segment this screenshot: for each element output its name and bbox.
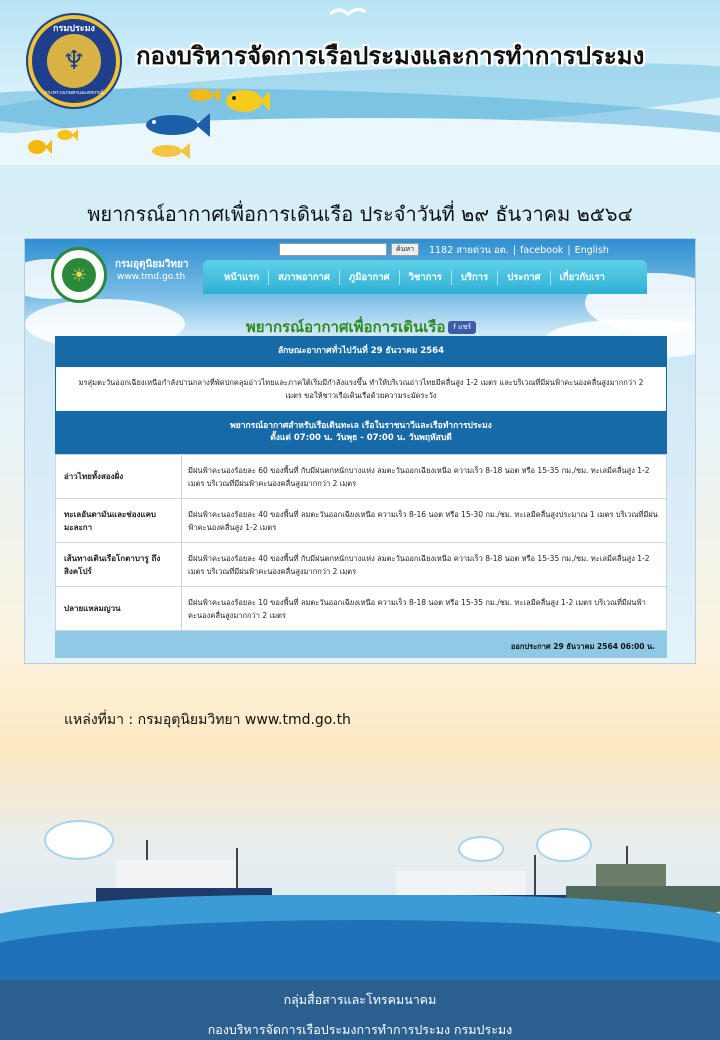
yellow-fish-icon bbox=[26, 138, 52, 156]
nav-services[interactable]: บริการ bbox=[452, 270, 498, 285]
emblem-icon: ♆ bbox=[47, 34, 101, 88]
facebook-link[interactable]: facebook bbox=[520, 245, 564, 256]
nav-about[interactable]: เกี่ยวกับเรา bbox=[559, 271, 605, 283]
tmd-search-bar bbox=[279, 243, 419, 256]
tmd-name: กรมอุตุนิยมวิทยา bbox=[115, 259, 189, 270]
footer-line: กองบริหารจัดการเรือประมงการทำการประมง กรมประมง bbox=[207, 1022, 513, 1037]
nav-weather[interactable]: สภาพอากาศ bbox=[269, 270, 340, 285]
tmd-emblem-icon: ☀ bbox=[62, 258, 96, 292]
period-header-line: พยากรณ์อากาศสำหรับเรือเดินทะเล เรือในราชนาวีและเรือทำการประมง bbox=[230, 421, 492, 431]
general-weather-text: มรสุมตะวันออกเฉียงเหนือกำลังปานกลางที่พัดปกคลุมอ่าวไทยและภาคใต้เริ่มมีกำลังแรงขึ้น ทำให้บริเวณอ่าวไทยมีคลื่นสูง 1-2 เมตร และบริเวณที่มีฝนฟ้าคะนองคลื่นสูงมากกว่า 2 เมตร ขอให้ชาวเรือเดินเรือด้วยความระมัดระวัง bbox=[55, 367, 667, 411]
logo-ring-text: กระทรวงเกษตรและสหกรณ์ bbox=[44, 90, 104, 96]
period-header-line: ตั้งแต่ 07:00 น. วันพุธ - 07:00 น. วันพฤหัสบดี bbox=[270, 433, 452, 443]
yellow-fish-icon bbox=[56, 128, 78, 142]
footer-credit bbox=[0, 980, 720, 1040]
area-forecast: มีฝนฟ้าคะนองร้อยละ 40 ของพื้นที่ ลมตะวันออกเฉียงเหนือ ความเร็ว 8-16 นอต หรือ 15-30 กม./ชม. ทะเลมีคลื่นสูงประมาณ 1 เมตร บริเวณที่มีฝนฟ้าคะนองคลื่นสูง 1-2 เมตร bbox=[182, 499, 667, 543]
logo-ring-text: กรมประมง bbox=[53, 24, 95, 34]
table-row bbox=[56, 543, 667, 587]
striped-fish-icon bbox=[150, 142, 190, 160]
area-name: เส้นทางเดินเรือโกตาบารู ถึงสิงคโปร์ bbox=[56, 543, 182, 587]
nav-announcements[interactable]: ประกาศ bbox=[498, 270, 550, 285]
share-button[interactable]: f แชร์ bbox=[448, 321, 476, 334]
english-link[interactable]: English bbox=[574, 245, 609, 256]
hotline-link[interactable]: 1182 สายด่วน อต. bbox=[429, 245, 509, 256]
header-wave bbox=[0, 118, 720, 165]
area-name: อ่าวไทยทั้งสองฝั่ง bbox=[56, 455, 182, 499]
table-row bbox=[56, 587, 667, 631]
area-name: ปลายแหลมญวน bbox=[56, 587, 182, 631]
forecast-title-text: พยากรณ์อากาศเพื่อการเดินเรือ bbox=[245, 318, 446, 336]
forecast-table bbox=[55, 454, 667, 631]
source-credit: แหล่งที่มา : กรมอุตุนิยมวิทยา www.tmd.go.th bbox=[64, 712, 351, 728]
tmd-url[interactable]: www.tmd.go.th bbox=[117, 272, 186, 282]
tmd-search-button[interactable]: ค้นหา bbox=[391, 243, 419, 256]
blue-fish-icon bbox=[140, 110, 210, 140]
yellow-fish-icon bbox=[186, 86, 220, 104]
tmd-search-input[interactable] bbox=[279, 243, 387, 256]
header-banner bbox=[0, 0, 720, 165]
area-forecast: มีฝนฟ้าคะนองร้อยละ 60 ของพื้นที่ กับมีฝนตกหนักบางแห่ง ลมตะวันออกเฉียงเหนือ ความเร็ว 8-18 นอต หรือ 15-35 กม./ชม. ทะเลมีคลื่นสูง 1-2 เมตร บริเวณที่มีฝนฟ้าคะนองคลื่นสูงมากกว่า 2 เมตร bbox=[182, 455, 667, 499]
table-row bbox=[56, 455, 667, 499]
period-header bbox=[55, 411, 667, 454]
nav-home[interactable]: หน้าแรก bbox=[215, 270, 269, 285]
table-row bbox=[56, 499, 667, 543]
nav-academic[interactable]: วิชาการ bbox=[400, 270, 452, 285]
page-title: พยากรณ์อากาศเพื่อการเดินเรือ ประจำวันที่ ๒๙ ธันวาคม ๒๕๖๔ bbox=[87, 202, 633, 226]
footer-line: กลุ่มสื่อสารและโทรคมนาคม bbox=[283, 992, 437, 1007]
yellow-fish-icon bbox=[222, 86, 270, 116]
nav-climate[interactable]: ภูมิอากาศ bbox=[340, 270, 400, 285]
seagull-icon bbox=[330, 6, 366, 18]
tmd-nav-bar bbox=[203, 260, 647, 294]
issued-time: ออกประกาศ 29 ธันวาคม 2564 06:00 น. bbox=[55, 631, 667, 658]
area-forecast: มีฝนฟ้าคะนองร้อยละ 10 ของพื้นที่ ลมตะวันออกเฉียงเหนือ ความเร็ว 8-18 นอต หรือ 15-35 กม./ชม. ทะเลมีคลื่นสูง 1-2 เมตร บริเวณที่มีฝนฟ้าคะนองคลื่นสูงมากกว่า 2 เมตร bbox=[182, 587, 667, 631]
tmd-forecast-screenshot bbox=[24, 238, 696, 664]
tmd-logo[interactable] bbox=[51, 247, 107, 303]
org-title: กองบริหารจัดการเรือประมงและการทำการประมง bbox=[136, 42, 645, 70]
forecast-panel bbox=[55, 336, 667, 658]
area-forecast: มีฝนฟ้าคะนองร้อยละ 40 ของพื้นที่ กับมีฝนตกหนักบางแห่ง ลมตะวันออกเฉียงเหนือ ความเร็ว 8-18 นอต หรือ 15-35 กม./ชม. ทะเลมีคลื่นสูง 1-2 เมตร บริเวณที่มีฝนฟ้าคะนองคลื่นสูงมากกว่า 2 เมตร bbox=[182, 543, 667, 587]
tmd-top-links: 1182 สายด่วน อต. | facebook | English bbox=[429, 245, 609, 256]
general-weather-header: ลักษณะอากาศทั่วไปวันที่ 29 ธันวาคม 2564 bbox=[55, 336, 667, 367]
area-name: ทะเลอันดามันและช่องแคบมะละกา bbox=[56, 499, 182, 543]
fisheries-logo bbox=[28, 15, 120, 107]
